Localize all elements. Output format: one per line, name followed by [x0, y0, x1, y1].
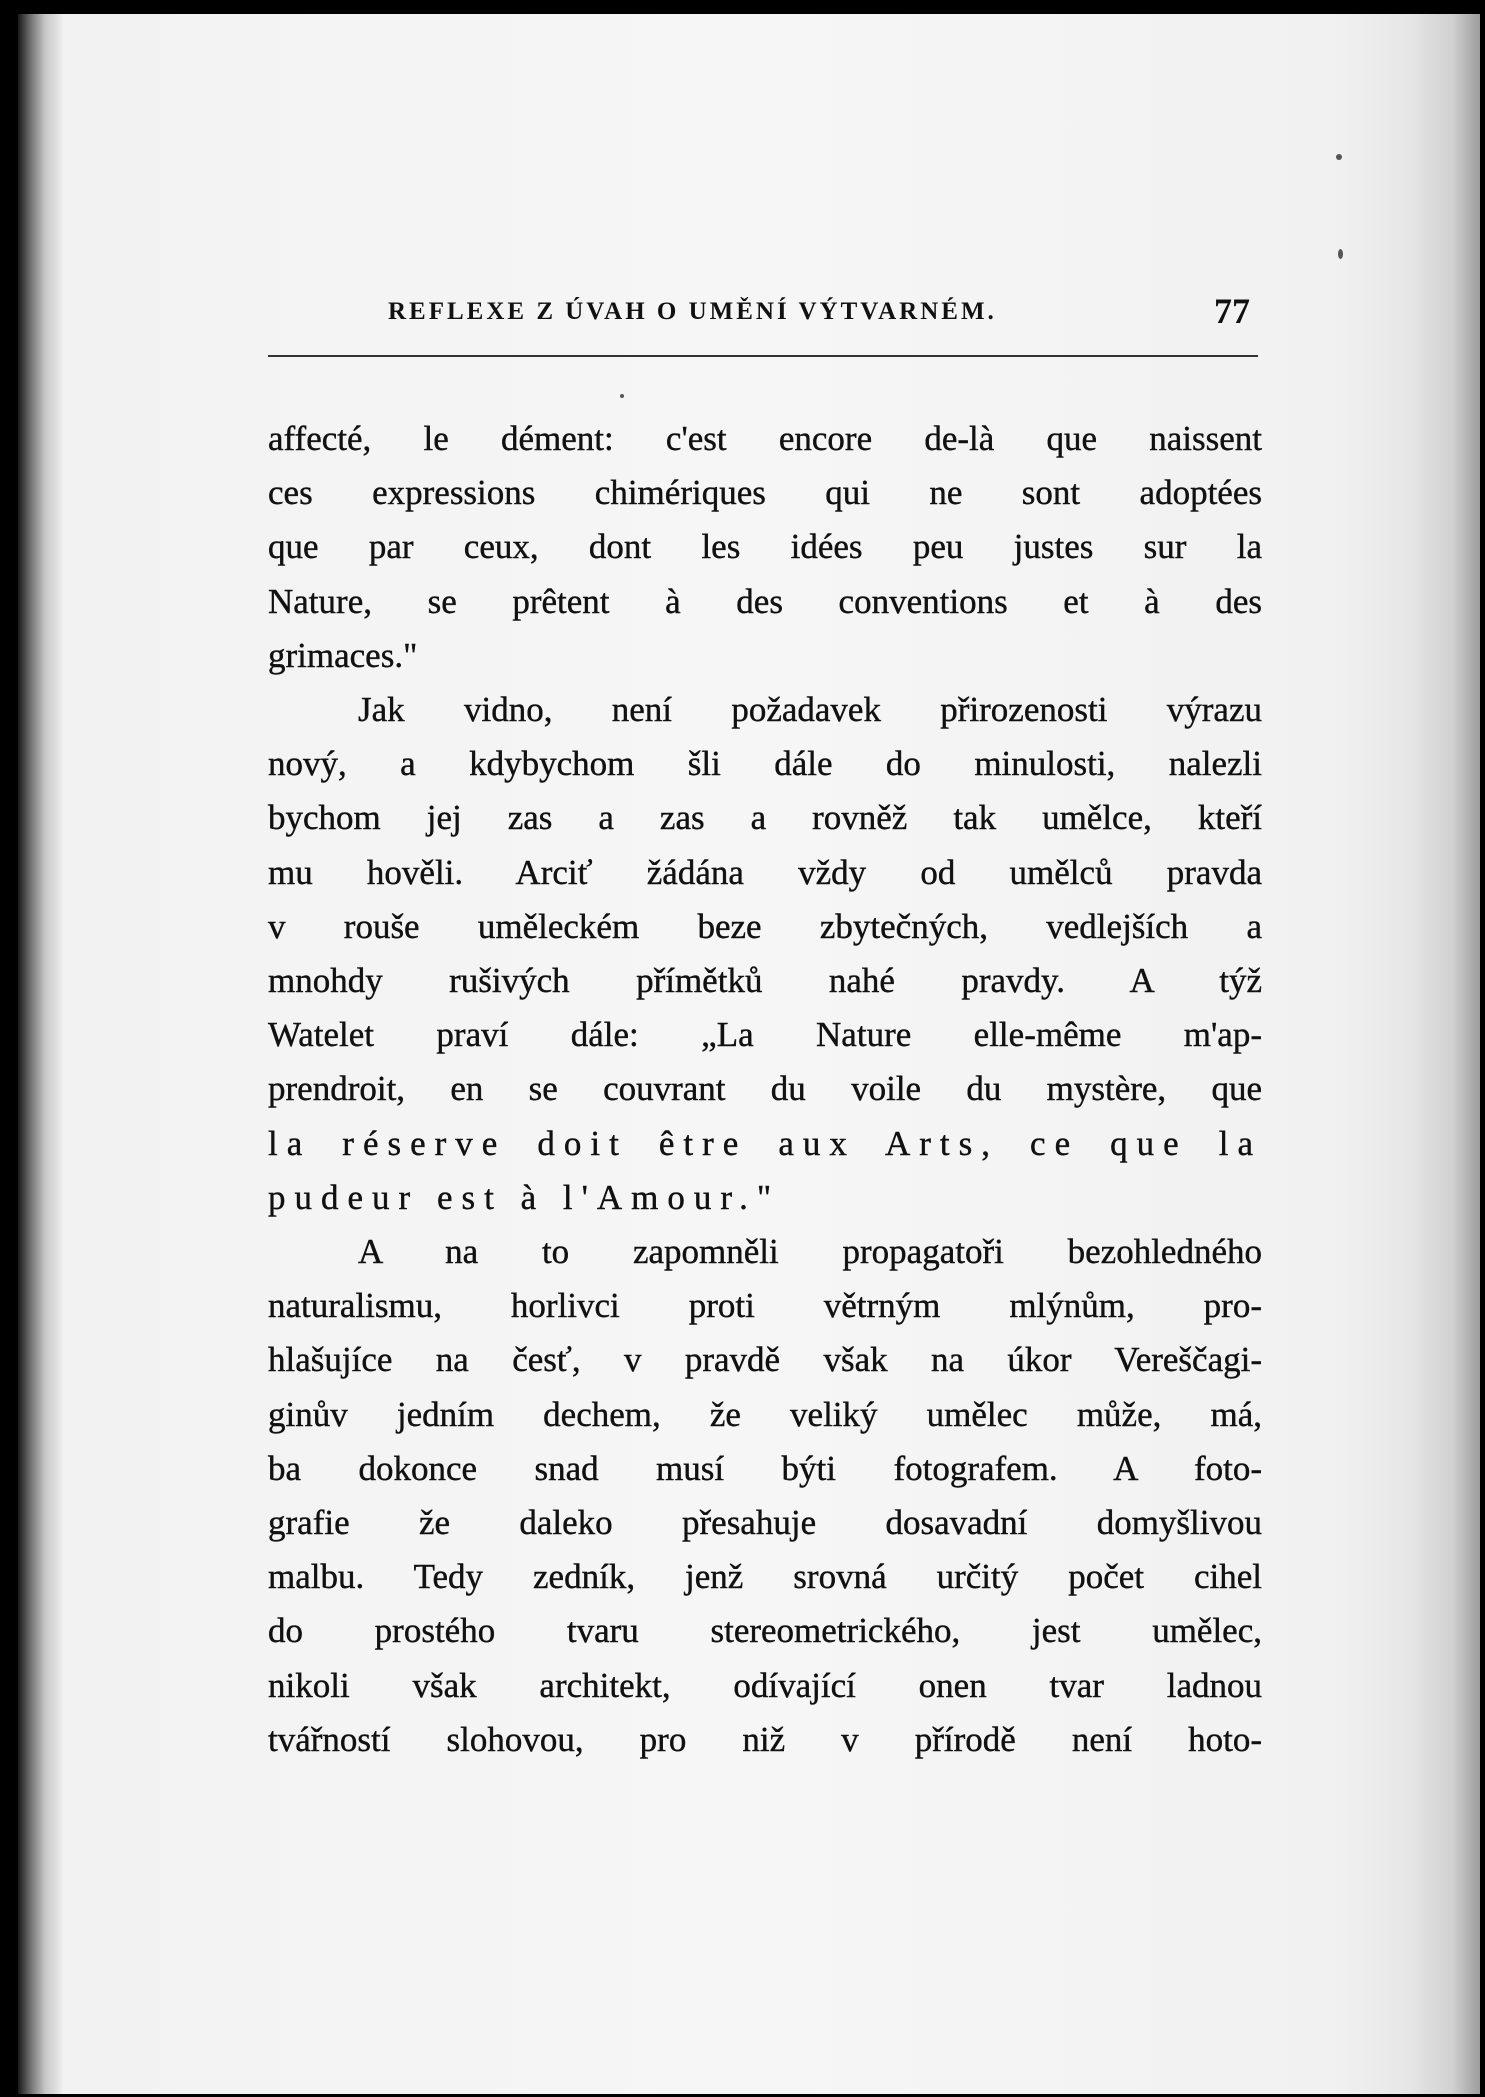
paragraph: [268, 1225, 1262, 1767]
scan-speck: [1338, 249, 1343, 259]
text-line: affecté, le dément: c'est encore de-là que naissent: [268, 419, 1262, 458]
text-line: malbu. Tedy zedník, jenž srovná určitý počet cihel: [268, 1557, 1262, 1597]
text-line: mnohdy rušivých přímětků nahé pravdy. A týž: [268, 961, 1262, 1001]
text-line: nový, a kdybychom šli dále do minulosti, nalezli: [268, 744, 1262, 784]
text-line: Watelet praví dále: „La Nature elle-même m'ap-: [268, 1015, 1262, 1055]
page-header: [268, 288, 1258, 338]
page-edge-shadow: [1410, 14, 1480, 2094]
paragraph: [268, 412, 1262, 683]
text-line: Jak vidno, není požadavek přirozenosti výrazu: [358, 690, 1262, 730]
text-line: grimaces.": [268, 635, 418, 675]
text-line: Nature, se prêtent à des conventions et à des: [268, 581, 1262, 621]
body-text: [268, 412, 1262, 1767]
text-line: bychom jej zas a zas a rovněž tak umělce, kteří: [268, 798, 1262, 838]
text-line: ginův jedním dechem, že veliký umělec může, má,: [268, 1394, 1262, 1434]
scan-speck: [1336, 154, 1342, 160]
text-line: nikoli však architekt, odívající onen tvar ladnou: [268, 1665, 1262, 1705]
scan-speck: [620, 394, 624, 398]
text-line: grafie že daleko přesahuje dosavadní domyšlivou: [268, 1503, 1262, 1543]
text-line: ces expressions chimériques qui ne sont adoptées: [268, 473, 1262, 513]
text-line: prendroit, en se couvrant du voile du mystère, que: [268, 1069, 1262, 1109]
text-line: v rouše uměleckém beze zbytečných, vedlejších a: [268, 906, 1262, 946]
text-line: hlašujíce na česť, v pravdě však na úkor Vereščagi-: [268, 1340, 1262, 1380]
running-title: REFLEXE Z ÚVAH O UMĚNÍ VÝTVARNÉM.: [388, 298, 997, 325]
text-line: la réserve doit être aux Arts, ce que la: [268, 1123, 1262, 1163]
text-line: do prostého tvaru stereometrického, jest umělec,: [268, 1611, 1262, 1651]
paragraph: [268, 683, 1262, 1225]
header-rule: [268, 355, 1258, 357]
text-line: tvářností slohovou, pro niž v přírodě není hoto-: [268, 1719, 1262, 1759]
text-line: que par ceux, dont les idées peu justes sur la: [268, 527, 1262, 567]
text-line: ba dokonce snad musí býti fotografem. A foto-: [268, 1448, 1262, 1488]
text-line: A na to zapomněli propagatoři bezohledného: [358, 1232, 1262, 1272]
text-line: pudeur est à l'Amour.": [268, 1177, 781, 1217]
page-number: 77: [1214, 291, 1250, 331]
text-line: mu hověli. Arciť žádána vždy od umělců pravda: [268, 852, 1262, 892]
text-line: naturalismu, horlivci proti větrným mlýnům, pro-: [268, 1286, 1262, 1326]
binding-gutter-shadow: [18, 14, 64, 2094]
